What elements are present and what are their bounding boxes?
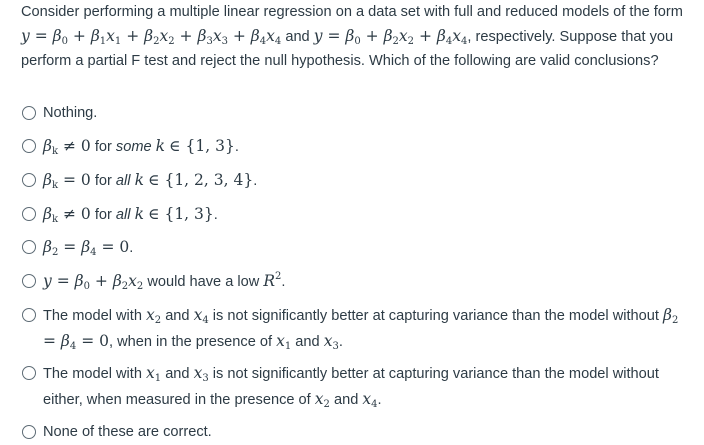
option-label: $y = \beta_0 + \beta_2x_2$ would have a low $R^2$.	[43, 271, 286, 292]
answer-option[interactable]	[22, 269, 682, 295]
radio-button[interactable]	[22, 173, 36, 187]
option-label: $\beta_k \ne 0$ for all k ∈ {1, 3}.	[43, 205, 218, 225]
radio-button[interactable]	[22, 274, 36, 288]
option-label: The model with $x_2$ and $x_4$ is not significantly better at capturing variance than the model without $\beta_2 = \beta_4 = 0$, when in the presence of $x_1$ and $x_3$.	[43, 306, 679, 352]
answer-option[interactable]	[22, 303, 682, 355]
and-word: and	[285, 29, 310, 45]
answer-option[interactable]	[22, 168, 682, 194]
question-intro: Consider performing a multiple linear regression on a data set with full and reduced models of the form	[21, 4, 683, 20]
answer-option[interactable]	[22, 361, 682, 413]
option-label: $\beta_2 = \beta_4 = 0$.	[43, 238, 134, 258]
full-model-formula: $y = \beta_0 + \beta_1x_1 + \beta_2x_2 + \beta_3x_3 + \beta_4x_4$	[21, 27, 282, 47]
radio-button[interactable]	[22, 207, 36, 221]
answer-option[interactable]	[22, 202, 682, 228]
reduced-model-formula: $y = \beta_0 + \beta_2x_2 + \beta_4x_4$	[313, 27, 468, 47]
radio-button[interactable]	[22, 139, 36, 153]
answer-option[interactable]	[22, 101, 682, 126]
question-rest: , respectively. Suppose that you perform a partial F test and reject the null hypothesis. Which of the following are valid conclusions?	[21, 29, 674, 69]
option-label: Nothing.	[43, 105, 98, 121]
answer-option[interactable]	[22, 134, 682, 160]
option-label: $\beta_k = 0$ for all k ∈ {1, 2, 3, 4}.	[43, 171, 258, 191]
radio-button[interactable]	[22, 240, 36, 254]
option-label: The model with $x_1$ and $x_3$ is not significantly better at capturing variance than the model without either, when measured in the presence of $x_2$ and $x_4$.	[43, 364, 659, 410]
radio-button[interactable]	[22, 425, 36, 439]
question-text	[21, 0, 691, 73]
radio-button[interactable]	[22, 106, 36, 120]
radio-button[interactable]	[22, 366, 36, 380]
answer-option[interactable]	[22, 235, 682, 261]
radio-button[interactable]	[22, 308, 36, 322]
option-label: $\beta_k \ne 0$ for some k ∈ {1, 3}.	[43, 137, 239, 157]
answer-option[interactable]	[22, 420, 682, 445]
option-label: None of these are correct.	[43, 424, 212, 440]
